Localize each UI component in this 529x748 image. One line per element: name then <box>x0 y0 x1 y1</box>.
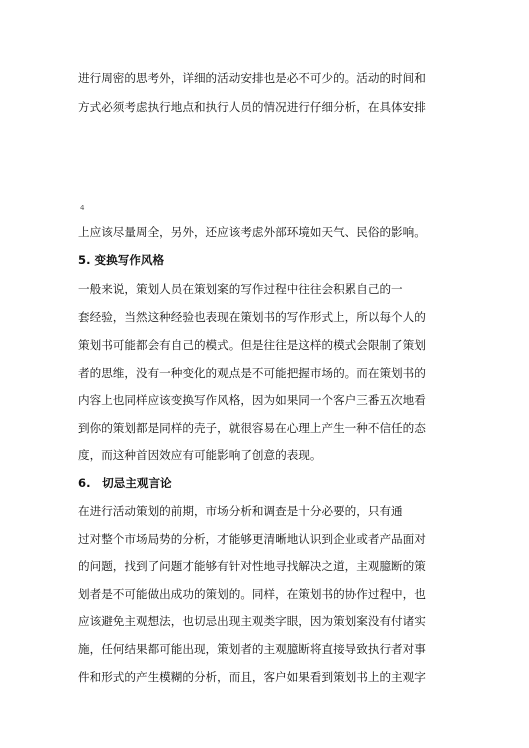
page-number: 4 <box>80 204 85 212</box>
text-line: 划者是不可能做出成功的策划的。同样，在策划书的协作过程中，也 <box>78 587 426 601</box>
text-line: 到你的策划都是同样的壳子，就很容易在心理上产生一种不信任的态 <box>78 421 426 435</box>
text-line: 的问题，找到了问题才能够有针对性地寻找解决之道，主观臆断的策 <box>78 559 426 573</box>
text-line: 过对整个市场局势的分析，才能够更清晰地认识到企业或者产品面对 <box>78 532 426 546</box>
text-line: 件和形式的产生模糊的分析，而且，客户如果看到策划书上的主观字 <box>78 670 426 684</box>
section-heading: 6. 切忌主观言论 <box>78 476 172 490</box>
text-line: 在进行活动策划的前期，市场分析和调查是十分必要的，只有通 <box>78 504 403 518</box>
text-line: 策划书可能都会有自己的模式。但是往往是这样的模式会限制了策划 <box>78 338 426 352</box>
text-line: 进行周密的思考外，详细的活动安排也是必不可少的。活动的时间和 <box>78 71 426 85</box>
text-line: 内容上也同样应该变换写作风格，因为如果同一个客户三番五次地看 <box>78 393 426 407</box>
text-line: 施，任何结果都可能出现，策划者的主观臆断将直接导致执行者对事 <box>78 642 426 656</box>
text-line: 方式必须考虑执行地点和执行人员的情况进行仔细分析，在具体安排 <box>78 100 426 114</box>
section-heading: 5. 变换写作风格 <box>78 253 165 267</box>
text-line: 度，而这种首因效应有可能影响了创意的表现。 <box>78 448 322 462</box>
text-line: 应该避免主观想法，也切忌出现主观类字眼，因为策划案没有付诸实 <box>78 614 426 628</box>
text-line: 一般来说，策划人员在策划案的写作过程中往往会积累自己的一 <box>78 282 403 296</box>
text-line: 套经验，当然这种经验也表现在策划书的写作形式上，所以每个人的 <box>78 310 426 324</box>
text-line: 上应该尽量周全，另外，还应该考虑外部环境如天气、民俗的影响。 <box>78 225 426 239</box>
text-line: 者的思维，没有一种变化的观点是不可能把握市场的。而在策划书的 <box>78 366 426 380</box>
